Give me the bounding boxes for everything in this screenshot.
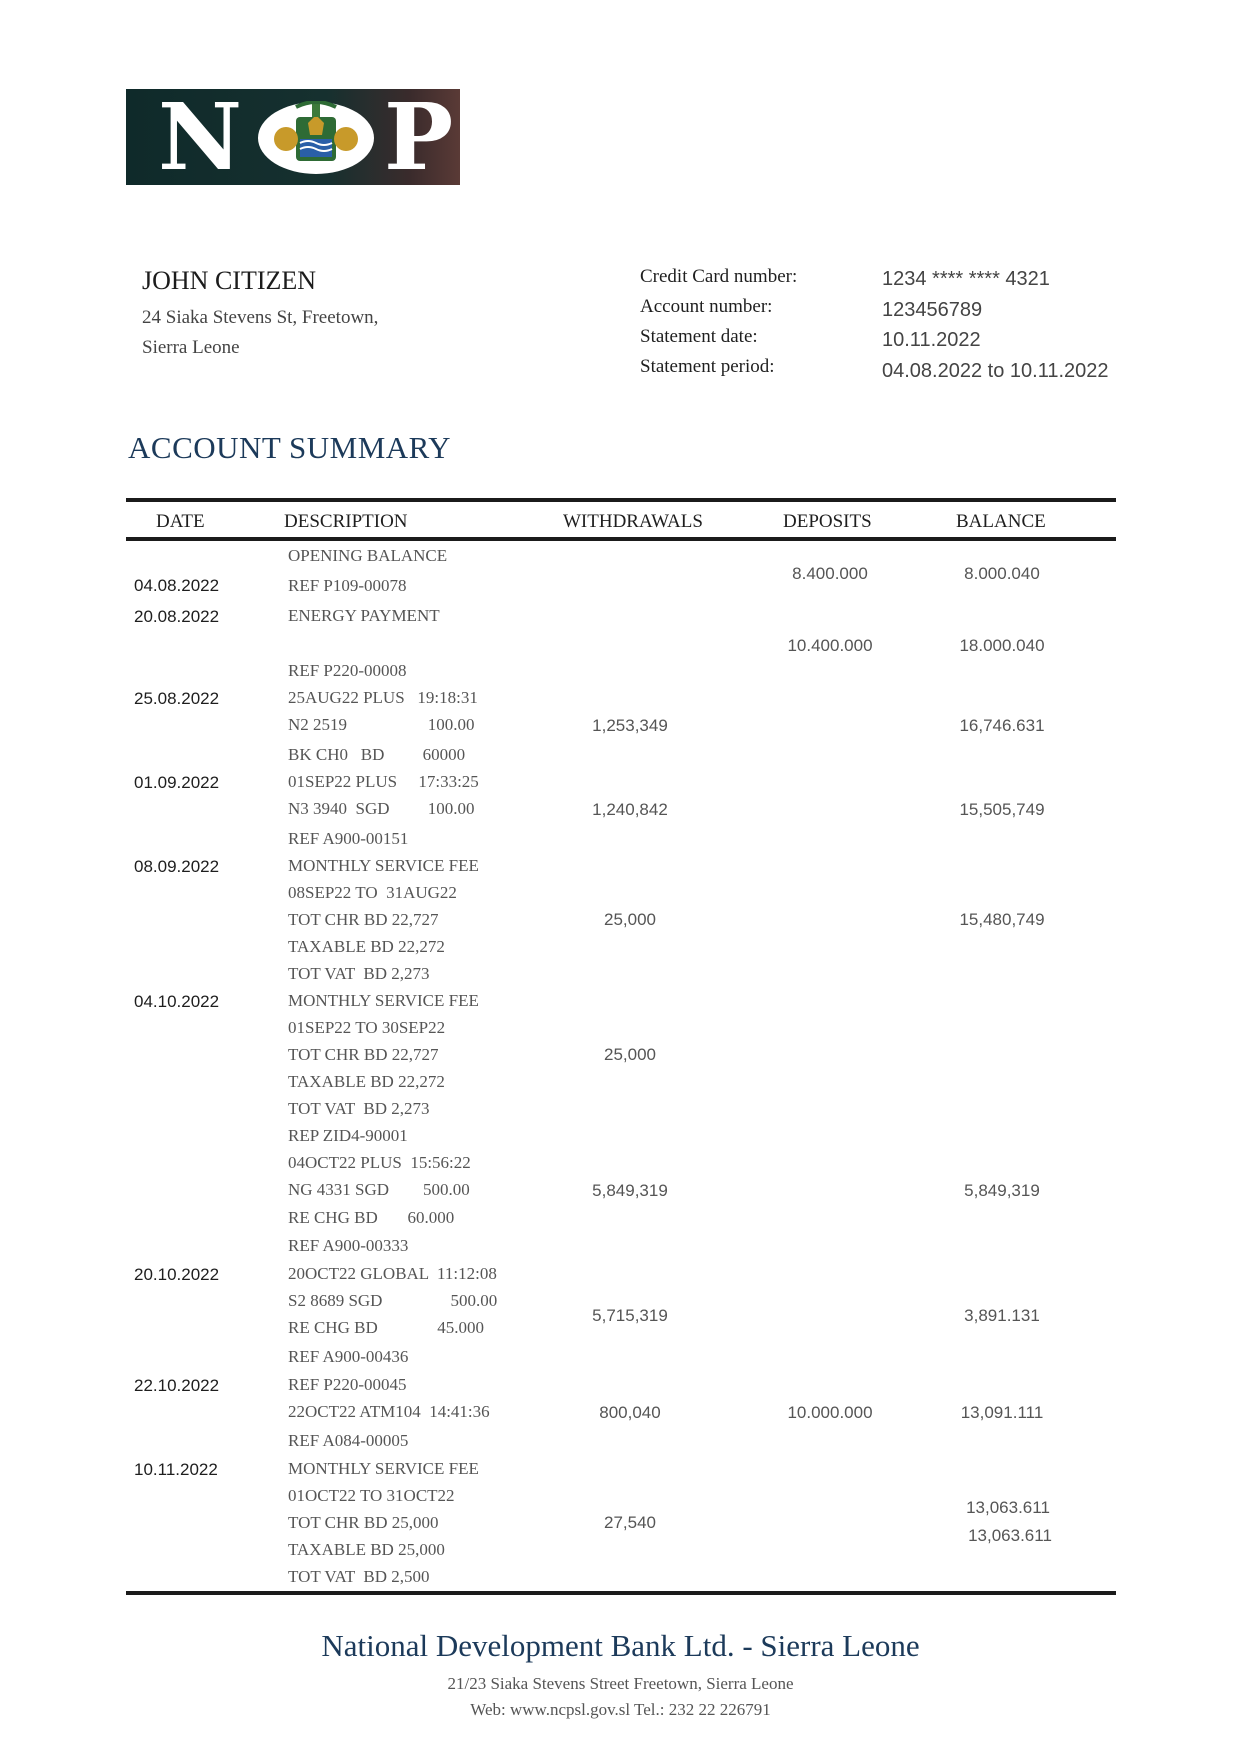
balance-amount: 16,746.631: [959, 716, 1045, 735]
withdrawal-amount: 1,253,349: [592, 716, 668, 735]
description-line: TAXABLE BD 22,272: [288, 1072, 445, 1091]
withdrawal-amount: 5,849,319: [592, 1181, 668, 1200]
withdrawal-amount: 27,540: [604, 1513, 656, 1532]
balance-amount: 3,891.131: [964, 1306, 1040, 1325]
row-date: 20.08.2022: [134, 607, 220, 626]
description-line: 01SEP22 TO 30SEP22: [288, 1018, 446, 1037]
description-line: TOT VAT BD 2,500: [288, 1567, 430, 1586]
balance-amount: 18.000.040: [959, 636, 1045, 655]
description-line: OPENING BALANCE: [288, 546, 448, 565]
customer-address-line1: 24 Siaka Stevens St, Freetown,: [142, 307, 379, 328]
bank-contact: Web: www.ncpsl.gov.sl Tel.: 232 22 226791: [470, 1700, 771, 1719]
description-line: MONTHLY SERVICE FEE: [288, 991, 479, 1010]
balance-amount: 5,849,319: [964, 1181, 1040, 1200]
description-line: TAXABLE BD 22,272: [288, 937, 445, 956]
row-date: 04.08.2022: [134, 576, 220, 595]
header-deposits: DEPOSITS: [783, 511, 872, 532]
row-date: 10.11.2022: [134, 1460, 218, 1479]
description-line: 01OCT22 TO 31OCT22: [288, 1486, 455, 1505]
description-line: REF A900-00436: [288, 1347, 409, 1366]
description-line: TOT CHR BD 22,727: [288, 1045, 439, 1064]
header-withdrawals: WITHDRAWALS: [563, 511, 703, 532]
row-date: 25.08.2022: [134, 689, 220, 708]
table-top-rule: [126, 498, 1116, 502]
statement-period-value: 04.08.2022 to 10.11.2022: [882, 360, 1109, 382]
balance-amount: 13,091.111: [960, 1403, 1044, 1422]
description-line: 25AUG22 PLUS 19:18:31: [288, 688, 478, 707]
header-balance: BALANCE: [956, 511, 1046, 532]
description-line: RE CHG BD 45.000: [288, 1318, 484, 1337]
row-date: 04.10.2022: [134, 992, 220, 1011]
description-line: N2 2519 100.00: [288, 715, 475, 734]
logo-letter-n: N: [158, 83, 245, 191]
customer-name: JOHN CITIZEN: [142, 266, 317, 295]
statement-date-label: Statement date:: [640, 326, 758, 347]
withdrawal-amount: 1,240,842: [592, 800, 668, 819]
description-line: TOT VAT BD 2,273: [288, 964, 430, 983]
table-header-rule: [126, 537, 1116, 541]
description-line: MONTHLY SERVICE FEE: [288, 856, 479, 875]
bank-logo: [126, 83, 460, 191]
statement-date-value: 10.11.2022: [882, 329, 981, 351]
description-line: TAXABLE BD 25,000: [288, 1540, 445, 1559]
deposit-amount: 10.000.000: [787, 1403, 873, 1422]
description-line: NG 4331 SGD 500.00: [288, 1180, 470, 1199]
credit-card-value: 1234 **** **** 4321: [882, 268, 1050, 290]
balance-amount: 15,505,749: [959, 800, 1045, 819]
description-line: ENERGY PAYMENT: [288, 606, 440, 625]
description-line: BK CH0 BD 60000: [288, 745, 466, 764]
logo-letter-p: P: [384, 83, 456, 191]
description-line: 08SEP22 TO 31AUG22: [288, 883, 457, 902]
description-line: REF P109-00078: [288, 576, 407, 595]
deposit-amount: 8.400.000: [792, 564, 868, 583]
description-line: TOT CHR BD 25,000: [288, 1513, 439, 1532]
withdrawal-amount: 5,715,319: [592, 1306, 668, 1325]
coat-of-arms-icon: [256, 101, 376, 175]
description-line: REF P220-00008: [288, 661, 407, 680]
balance-amount: 13,063.611: [966, 1498, 1050, 1517]
account-number-value: 123456789: [882, 299, 983, 321]
withdrawal-amount: 25,000: [604, 910, 656, 929]
balance-amount: 8.000.040: [964, 564, 1040, 583]
row-date: 08.09.2022: [134, 857, 220, 876]
row-date: 01.09.2022: [134, 773, 220, 792]
credit-card-label: Credit Card number:: [640, 266, 798, 287]
description-line: TOT VAT BD 2,273: [288, 1099, 430, 1118]
description-line: N3 3940 SGD 100.00: [288, 799, 475, 818]
description-line: 22OCT22 ATM104 14:41:36: [288, 1402, 490, 1421]
statement-period-label: Statement period:: [640, 356, 775, 377]
description-line: REF A900-00151: [288, 829, 409, 848]
bank-address: 21/23 Siaka Stevens Street Freetown, Sierra Leone: [447, 1674, 794, 1693]
description-line: REP ZID4-90001: [288, 1126, 408, 1145]
section-title: ACCOUNT SUMMARY: [128, 430, 452, 465]
row-date: 20.10.2022: [134, 1265, 220, 1284]
withdrawal-amount: 800,040: [599, 1403, 661, 1422]
deposit-amount: 10.400.000: [787, 636, 873, 655]
customer-address-line2: Sierra Leone: [142, 337, 240, 358]
description-line: 01SEP22 PLUS 17:33:25: [288, 772, 479, 791]
balance-amount: 15,480,749: [959, 910, 1045, 929]
description-line: REF P220-00045: [288, 1375, 407, 1394]
balance-amount: 13,063.611: [968, 1526, 1052, 1545]
description-line: MONTHLY SERVICE FEE: [288, 1459, 479, 1478]
description-line: 04OCT22 PLUS 15:56:22: [288, 1153, 471, 1172]
withdrawal-amount: 25,000: [604, 1045, 656, 1064]
bank-name: National Development Bank Ltd. - Sierra Leone: [321, 1628, 920, 1663]
description-line: S2 8689 SGD 500.00: [288, 1291, 498, 1310]
description-line: 20OCT22 GLOBAL 11:12:08: [288, 1264, 497, 1283]
row-date: 22.10.2022: [134, 1376, 220, 1395]
table-bottom-rule: [126, 1591, 1116, 1595]
description-line: REF A900-00333: [288, 1236, 409, 1255]
description-line: REF A084-00005: [288, 1431, 409, 1450]
description-line: TOT CHR BD 22,727: [288, 910, 439, 929]
account-number-label: Account number:: [640, 296, 773, 317]
description-line: RE CHG BD 60.000: [288, 1208, 455, 1227]
header-date: DATE: [156, 511, 205, 532]
header-description: DESCRIPTION: [284, 511, 408, 532]
